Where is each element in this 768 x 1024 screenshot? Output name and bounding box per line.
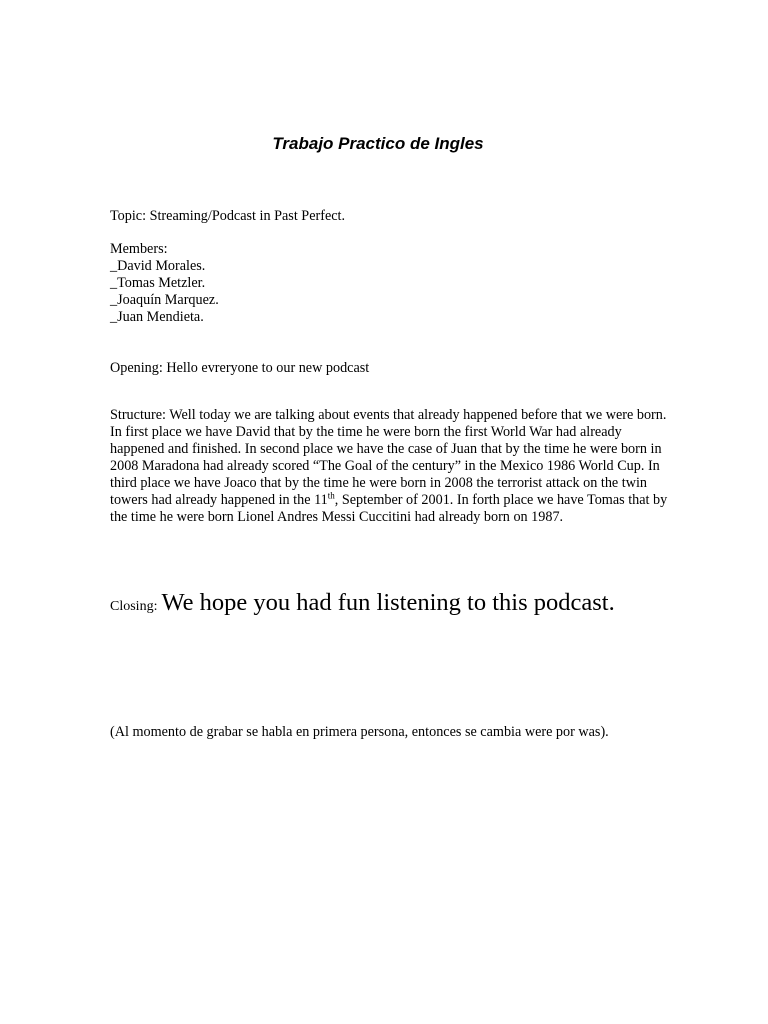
members-section xyxy=(110,241,670,326)
closing-section xyxy=(110,588,670,617)
member-item: _Juan Mendieta. xyxy=(110,309,204,325)
opening-line: Opening: Hello evreryone to our new podcast xyxy=(110,360,370,376)
footnote-note: (Al momento de grabar se habla en primera persona, entonces se cambia were por was). xyxy=(110,724,609,740)
structure-text-part2: , September of 2001. In forth place we have Tomas that by the time he were born Lionel Andres Messi Cuccitini had already born on 1987. xyxy=(110,492,668,525)
structure-text-part1: Structure: Well today we are talking about events that already happened before that we were born. In first place we have David that by the time he were born the first World War had already happened and finished. In second place we have the case of Juan that by the time he were born in 2008 Maradona had already scored “The Goal of the century” in the Mexico 1986 World Cup. In third place we have Joaco that by the time he were born in 2008 the terrorist attack on the twin towers had already happened in the 11 xyxy=(110,407,667,508)
member-item: _Tomas Metzler. xyxy=(110,275,206,291)
ordinal-superscript: th xyxy=(327,490,335,501)
document-title: Trabajo Practico de Ingles xyxy=(272,134,484,153)
member-item: _Joaquín Marquez. xyxy=(110,292,219,308)
closing-text: We hope you had fun listening to this podcast. xyxy=(161,589,615,616)
structure-paragraph xyxy=(110,407,668,526)
topic-line: Topic: Streaming/Podcast in Past Perfect. xyxy=(110,208,346,224)
closing-label: Closing: xyxy=(110,599,158,614)
member-item: _David Morales. xyxy=(110,258,206,274)
members-label: Members: xyxy=(110,241,168,257)
